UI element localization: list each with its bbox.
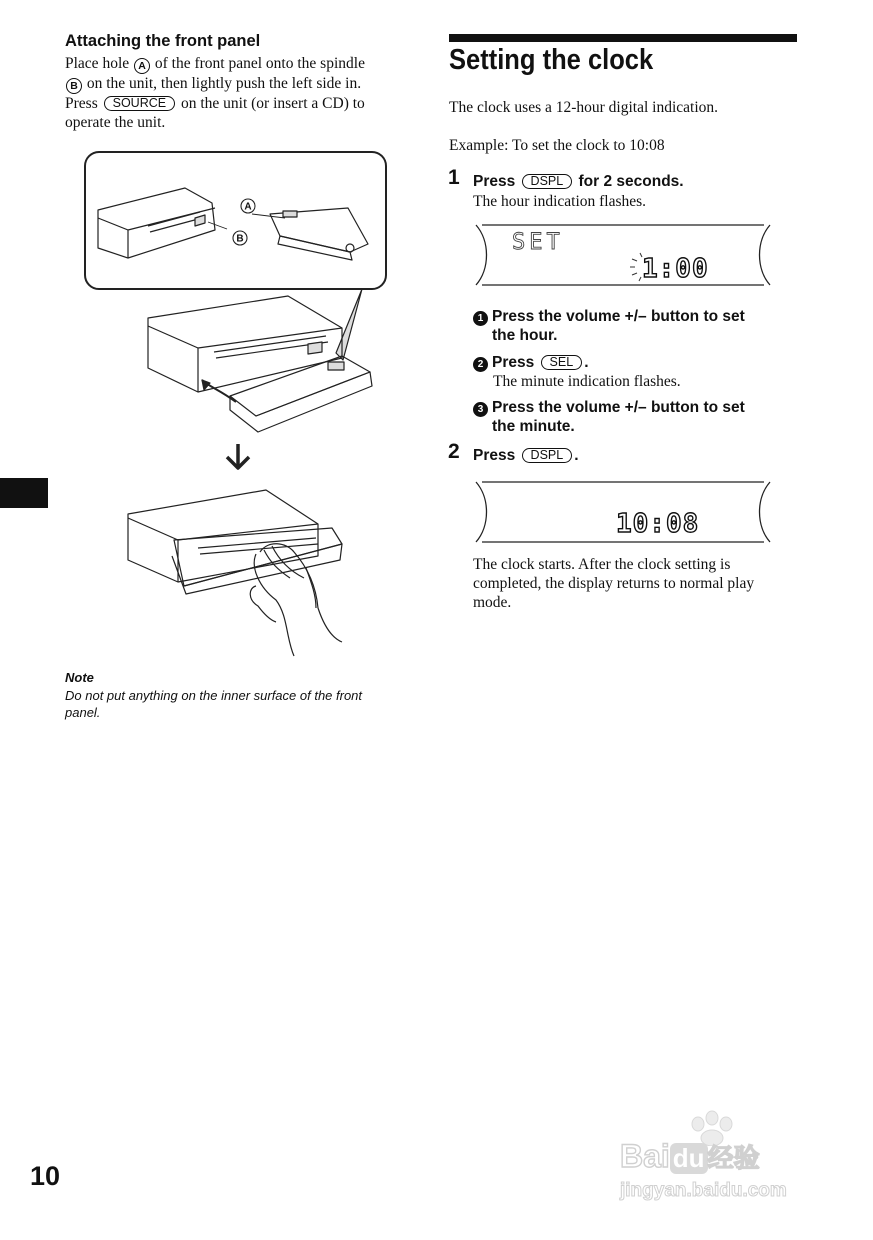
substep-1 [473, 307, 793, 345]
source-key: SOURCE [104, 96, 175, 111]
instruction-text: operate the unit. [65, 114, 166, 131]
page-title: Setting the clock [449, 44, 654, 76]
inset-frame [85, 152, 386, 289]
title-rule [449, 34, 797, 42]
substep-text: Press the volume +/– button to set [492, 308, 745, 325]
baidu-watermark [616, 1110, 826, 1210]
watermark-brand-cn: 经验 [707, 1144, 760, 1174]
callout-a-label: A [244, 201, 252, 213]
substep-text: the minute. [492, 418, 575, 435]
section-heading-front-panel: Attaching the front panel [65, 32, 261, 50]
step1-press: Press [473, 173, 516, 190]
step1-rest: for 2 seconds. [578, 173, 684, 190]
callout-b-label: B [236, 233, 244, 245]
step2-end: . [574, 447, 579, 464]
example-text: Example: To set the clock to 10:08 [449, 137, 665, 154]
dspl-key: DSPL [522, 448, 573, 463]
substep-end: . [584, 354, 589, 371]
instruction-text: Press [65, 95, 98, 112]
watermark-brand-du: du [670, 1143, 708, 1174]
substep-3 [473, 398, 793, 436]
chapter-tab [0, 478, 48, 508]
intro-text: The clock uses a 12-hour digital indication. [449, 99, 719, 116]
step-number: 1 [448, 166, 460, 189]
note-body [65, 687, 362, 721]
substep-number: 1 [473, 311, 488, 326]
substep-text: Press the volume +/– button to set [492, 399, 745, 416]
note-text: Do not put anything on the inner surface of the front [65, 688, 363, 703]
lcd-time-flashing: 1:00 [642, 254, 709, 284]
lcd-set-text: SET [512, 230, 564, 255]
substep-2 [473, 353, 589, 372]
substep-2-description: The minute indication flashes. [493, 373, 681, 390]
note-text: panel. [65, 705, 101, 720]
substep-press: Press [492, 354, 535, 371]
middle-front-panel [230, 356, 370, 416]
outro-text [473, 555, 754, 612]
substep-number: 2 [473, 357, 488, 372]
step1-instruction [473, 172, 684, 191]
step2-press: Press [473, 447, 516, 464]
watermark-brand: Bai [620, 1138, 670, 1174]
instruction-text: Place hole [65, 55, 130, 72]
lcd-display-clock [472, 480, 774, 544]
hand-illustration [260, 544, 342, 642]
substep-number: 3 [473, 402, 488, 417]
outro-line: completed, the display returns to normal play [473, 575, 755, 592]
hole-a-marker: A [134, 58, 150, 74]
note-title: Note [65, 670, 94, 685]
substep-text: the hour. [492, 327, 558, 344]
flash-indicator-icon [630, 253, 642, 281]
spindle-b-marker: B [66, 78, 82, 94]
page-number: 10 [30, 1161, 61, 1191]
instruction-text: on the unit (or insert a CD) to [180, 95, 365, 112]
lcd-display-set [472, 223, 774, 287]
watermark-url: jingyan.baidu.com [620, 1180, 787, 1201]
outro-line: The clock starts. After the clock setting is [473, 556, 731, 573]
instruction-text: on the unit, then lightly push the left side in. [86, 75, 362, 92]
front-panel-attach-illustration [80, 148, 400, 668]
step2-instruction [473, 446, 579, 465]
step-number: 2 [448, 440, 460, 463]
sel-key: SEL [541, 355, 583, 370]
dspl-key: DSPL [522, 174, 573, 189]
outro-line: mode. [473, 594, 512, 611]
lcd-clock-time: 10:08 [616, 509, 700, 539]
front-panel-instructions [65, 54, 415, 132]
step1-description: The hour indication flashes. [473, 193, 647, 210]
instruction-text: of the front panel onto the spindle [154, 55, 365, 72]
